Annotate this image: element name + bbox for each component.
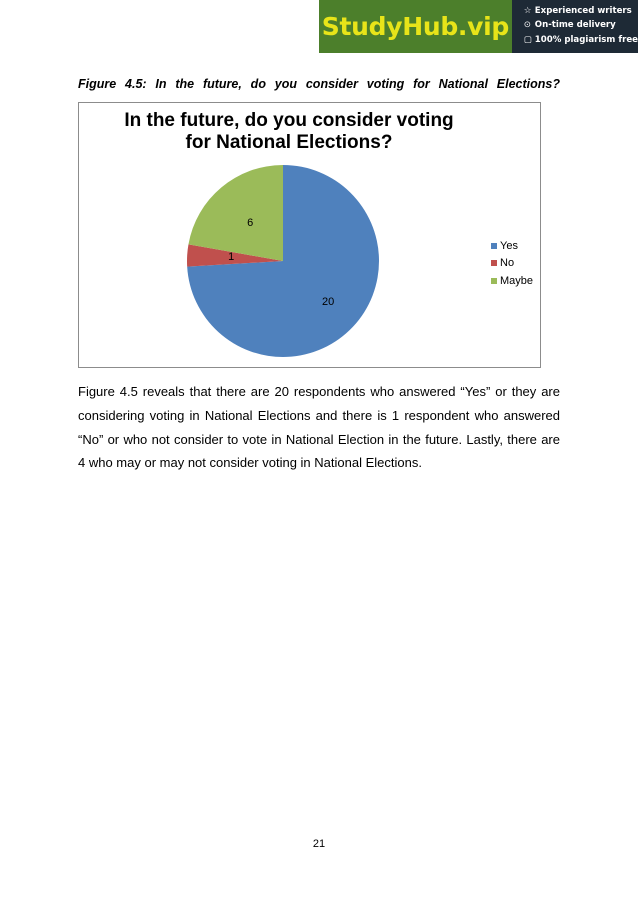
chart-legend <box>491 237 533 290</box>
pie-slice-maybe <box>188 165 283 264</box>
legend-swatch <box>491 243 497 249</box>
perk-item <box>524 33 638 47</box>
perk-label: Experienced writers <box>534 6 632 16</box>
body-paragraph: Figure 4.5 reveals that there are 20 respondents who answered “Yes” or they are considering voting in National Elections and there is 1 respondent who answered “No” or who not consider to vote in National Election in the future. Lastly, there are 4 who may or may not consider voting in National Elections. <box>78 384 560 471</box>
chart-title: In the future, do you consider voting for National Elections? <box>124 110 454 153</box>
data-label-maybe: 6 <box>247 217 254 230</box>
legend-item-yes <box>491 237 533 255</box>
legend-swatch <box>491 260 497 266</box>
legend-label: Yes <box>500 239 518 252</box>
perk-label: On-time delivery <box>534 20 616 31</box>
perk-label: 100% plagiarism free <box>534 34 638 45</box>
perk-item <box>524 18 638 32</box>
legend-label: Maybe <box>500 274 534 287</box>
star-icon: ☆ <box>523 6 532 16</box>
legend-item-no <box>491 255 533 273</box>
document-icon: ▢ <box>523 34 532 45</box>
perk-item <box>524 4 638 18</box>
studyhub-logo: StudyHub.vip <box>319 0 512 53</box>
page-number: 21 <box>312 838 326 850</box>
pie-chart <box>79 103 542 369</box>
studyhub-banner[interactable] <box>319 0 638 53</box>
figure-caption: Figure 4.5: In the future, do you consider voting for National Elections? <box>78 77 560 91</box>
data-label-no: 1 <box>228 251 235 264</box>
legend-swatch <box>491 278 497 284</box>
data-label-yes: 20 <box>321 295 335 308</box>
legend-label: No <box>500 257 515 270</box>
pie-chart-container <box>78 102 541 368</box>
legend-item-maybe <box>491 272 533 290</box>
clock-icon: ⊙ <box>523 20 531 31</box>
perks-list <box>512 0 638 53</box>
